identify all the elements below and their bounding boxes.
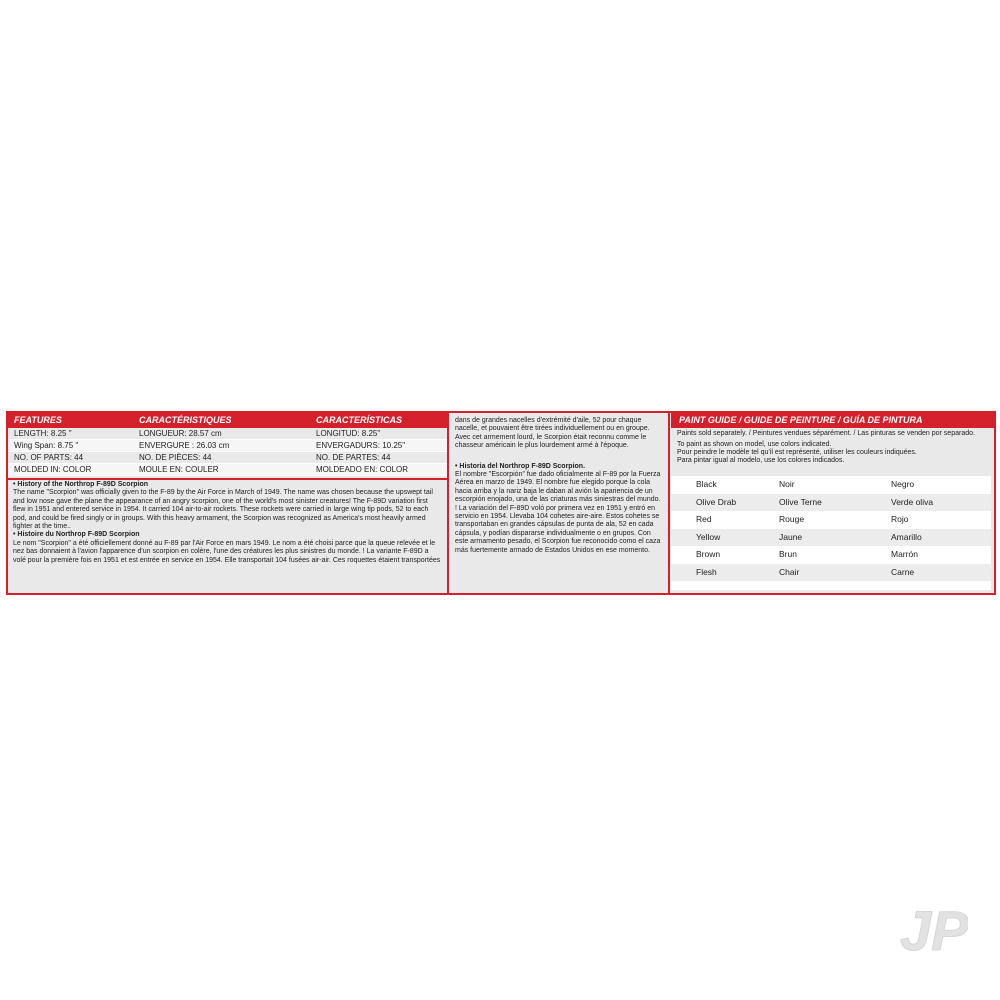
history-block (8, 480, 447, 566)
paint-note-fr: Pour peindre le modèle tel qu'il est représenté, utiliser les couleurs indiquées. (677, 449, 917, 456)
paint-es: Verde oliva (891, 496, 934, 507)
paint-fr: Noir (779, 479, 795, 489)
paint-en: Olive Drab (696, 496, 737, 507)
paint-en: Red (696, 514, 712, 524)
paint-guide-header (671, 413, 994, 428)
feature-parts-es: NO. DE PARTES: 44 (316, 453, 391, 462)
paint-en: Black (696, 479, 717, 489)
history-continuation-fr: dans de grandes nacelles d'extrémité d'aile, 52 pour chaque nacelle, et pouvaient être tirées individuellement ou en groupe. Avec cet armement lourd, le Scorpion était reconnu comme le chasseur américain le plus lourdement armé à l'époque. (455, 417, 650, 450)
paint-es: Negro (891, 479, 915, 489)
paint-guide-panel (671, 413, 994, 593)
feature-molded-es: MOLDEADO EN: COLOR (316, 465, 409, 474)
feature-row (8, 428, 447, 440)
paint-row (671, 494, 991, 512)
paint-row (671, 564, 991, 582)
features-header (8, 413, 447, 428)
history-body-fr: Le nom "Scorpion" a été officiellement donné au F-89 par l'Air Force en mars 1949. Le nom a été choisi parce que la queue relevée et le nez bas donnaient à l'avion l'apparence d'un scorpion en colère, l'une des créatures les plus sinistres du monde. ! La variante F-89D a volé pour la première fois en 1951 et est entrée en service en 1954. Elle transportait 104 fusées air-air. Ces roquettes étaient transportées (13, 539, 441, 564)
paint-note-es: Para pintar igual al modelo, use los colores indicados. (677, 457, 845, 464)
history-title-es: • Historia del Northrop F-89D Scorpion. (455, 462, 586, 470)
paint-en: Yellow (696, 531, 721, 542)
history-body-en: The name "Scorpion" was officially given to the F-89 by the Air Force in March of 1949. The name was chosen because the upswept tail and low nose gave the plane the appearance of an angry scorpion, one of the world's most sinister creatures! The F-89D variation first flew in 1951 and entered service in 1954. It carried 104 air-to-air rockets. These rockets were carried in large wing tip pods, 52 to each pod, and could be fired singly or in groups. With this heavy armament, the Scorpion was recognized as America's most heavily armed fighter at the time.. (13, 489, 433, 531)
paint-fr: Rouge (779, 514, 805, 524)
feature-length-en: LENGTH: 8.25 " (14, 429, 72, 438)
paint-color-table (671, 476, 991, 590)
paint-fr: Olive Terne (779, 496, 822, 507)
history-title-fr: • Histoire du Northrop F-89D Scorpion (13, 531, 140, 539)
history-title-en: • History of the Northrop F-89D Scorpion (13, 481, 149, 488)
features-header-es: CARACTERÍSTICAS (316, 415, 403, 425)
paint-guide-title: PAINT GUIDE / GUIDE DE PEINTURE / GUÍA DE PINTURA (679, 415, 923, 425)
feature-molded-fr: MOULE EN: COULER (139, 465, 219, 474)
paint-note-sold: Paints sold separately. / Peintures vendues séparément. / Las pinturas se venden por separado. (677, 430, 975, 437)
product-info-strip (6, 411, 996, 595)
feature-molded-en: MOLDED IN: COLOR (14, 465, 92, 474)
paint-en: Brown (696, 549, 721, 559)
paint-fr: Brun (779, 549, 797, 559)
history-body-es: El nombre "Escorpión" fue dado oficialmente al F-89 por la Fuerza Aérea en marzo de 1949. El nombre fue elegido porque la cola hacia arriba y la nariz baja le daban al avión la apariencia de un escorpión enojado, una de las criaturas más siniestras del mundo. ! La variación del F-89D voló por primera vez en 1951 y entró en servicio en 1954. Llevaba 104 cohetes aire-aire. Estos cohetes se transportaban en grandes cápsulas de punta de ala, 52 en cada cápsula, y podían dispararse individualmente o en grupos. Con este armamento pesado, el Scorpion fue reconocido como el caza más fuertemente armado de Estados Unidos en ese momento. (455, 471, 661, 554)
svg-text:JP: JP (900, 899, 968, 960)
paint-es: Amarillo (891, 531, 922, 542)
history-es-block (449, 451, 668, 555)
feature-row (8, 440, 447, 452)
feature-length-es: LONGITUD: 8.25" (316, 429, 381, 438)
paint-row (671, 511, 991, 529)
feature-row (8, 452, 447, 464)
paint-en: Flesh (696, 566, 717, 577)
paint-fr: Jaune (779, 531, 803, 542)
paint-row (671, 546, 991, 564)
feature-parts-en: NO. OF PARTS: 44 (14, 453, 84, 462)
jp-watermark-logo (896, 896, 968, 960)
feature-length-fr: LONGUEUR: 28.57 cm (139, 429, 222, 438)
features-header-en: FEATURES (14, 415, 62, 425)
feature-wingspan-en: Wing Span: 8.75 " (14, 441, 79, 450)
features-panel (8, 413, 449, 593)
paint-es: Carne (891, 566, 915, 577)
feature-row (8, 464, 447, 476)
paint-es: Rojo (891, 514, 909, 524)
paint-row (671, 476, 991, 494)
paint-notes (671, 428, 994, 467)
feature-parts-fr: NO. DE PIÈCES: 44 (139, 453, 212, 462)
history-panel (449, 413, 670, 593)
paint-row (671, 529, 991, 547)
paint-note-en: To paint as shown on model, use colors indicated. (677, 441, 832, 448)
features-header-fr: CARACTÉRISTIQUES (139, 415, 232, 425)
feature-wingspan-es: ENVERGADURS: 10.25" (316, 441, 406, 450)
feature-wingspan-fr: ENVERGURE : 26.03 cm (139, 441, 230, 450)
paint-fr: Chair (779, 566, 800, 577)
paint-es: Marrón (891, 549, 918, 559)
